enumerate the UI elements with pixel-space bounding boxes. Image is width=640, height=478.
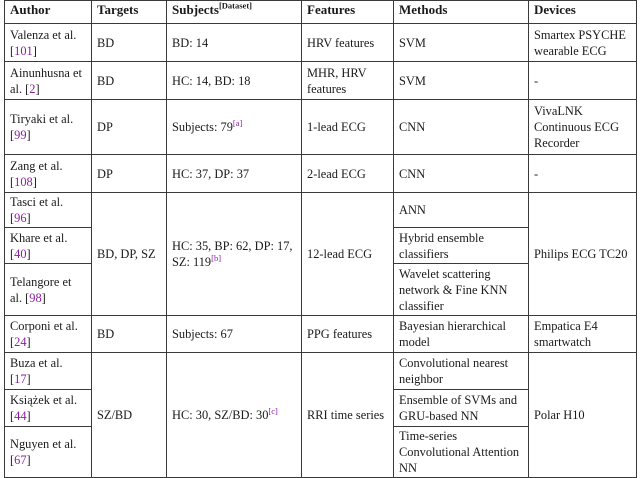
targets-cell: BD xyxy=(92,316,167,353)
author-name: Ainunhusna et al. xyxy=(10,65,82,96)
author-cell: Telangore et al. [98] xyxy=(5,264,92,316)
methods-cell: CNN xyxy=(394,155,529,193)
subjects-cell xyxy=(167,100,302,155)
subjects-cell xyxy=(167,193,302,316)
citation-link[interactable]: 108 xyxy=(14,174,33,189)
author-cell: Nguyen et al. [67] xyxy=(5,427,92,478)
citation-link[interactable]: 2 xyxy=(29,81,36,96)
table-row xyxy=(5,316,637,353)
methods-cell: Convolutional nearest neighbor xyxy=(394,353,529,390)
citation-link[interactable]: 96 xyxy=(14,211,27,225)
table-row xyxy=(5,24,637,62)
features-cell: 1-lead ECG xyxy=(302,100,394,155)
citation-link[interactable]: 17 xyxy=(14,372,27,386)
methods-cell: ANN xyxy=(394,193,529,228)
comparison-table xyxy=(4,0,637,478)
citation-link[interactable]: 44 xyxy=(14,409,27,423)
subjects-text: Subjects: 79 xyxy=(172,120,233,134)
citation-link[interactable]: 99 xyxy=(14,128,27,142)
subjects-cell xyxy=(167,353,302,478)
author-cell: Corponi et al. [24] xyxy=(5,316,92,353)
citation-link[interactable]: 24 xyxy=(14,335,27,349)
author-name: Khare et al. xyxy=(10,230,68,245)
features-cell: 12-lead ECG xyxy=(302,193,394,316)
header-row xyxy=(5,1,637,24)
targets-cell: DP xyxy=(92,155,167,193)
methods-cell: CNN xyxy=(394,100,529,155)
methods-cell: SVM xyxy=(394,24,529,62)
subjects-text: HC: 35, BP: 62, DP: 17, SZ: 119 xyxy=(172,239,293,269)
methods-cell: SVM xyxy=(394,62,529,100)
header-subjects-label: Subjects xyxy=(172,2,219,17)
devices-cell: - xyxy=(529,155,637,193)
dataset-footnote-link[interactable]: [a] xyxy=(232,117,243,128)
targets-cell: DP xyxy=(92,100,167,155)
author-name: Tasci et al. xyxy=(10,195,64,209)
author-cell: Tasci et al. [96] xyxy=(5,193,92,228)
features-cell: RRI time series xyxy=(302,353,394,478)
author-cell: Tiryaki et al. [99] xyxy=(5,100,92,155)
devices-cell: Polar H10 xyxy=(529,353,637,478)
citation-link[interactable]: 98 xyxy=(29,290,42,305)
devices-cell: - xyxy=(529,62,637,100)
methods-cell: Ensemble of SVMs and GRU-based NN xyxy=(394,390,529,427)
table-row xyxy=(5,193,637,228)
methods-cell: Hybrid ensemble classifiers xyxy=(394,228,529,264)
header-features: Features xyxy=(302,1,394,24)
header-devices: Devices xyxy=(529,1,637,24)
author-name: Corponi et al. xyxy=(10,319,78,333)
subjects-cell: HC: 37, DP: 37 xyxy=(167,155,302,193)
devices-cell: Philips ECG TC20 xyxy=(529,193,637,316)
targets-cell: BD xyxy=(92,62,167,100)
author-cell: Buza et al. [17] xyxy=(5,353,92,390)
author-cell: Khare et al. [40] xyxy=(5,228,92,264)
author-cell: Valenza et al. [101] xyxy=(5,24,92,62)
author-name: Zang et al. xyxy=(10,158,63,173)
methods-cell: Bayesian hierarchical model xyxy=(394,316,529,353)
header-subjects xyxy=(167,1,302,24)
subjects-cell: BD: 14 xyxy=(167,24,302,62)
features-cell: HRV features xyxy=(302,24,394,62)
devices-cell: Empatica E4 smartwatch xyxy=(529,316,637,353)
targets-cell: SZ/BD xyxy=(92,353,167,478)
methods-cell: Wavelet scattering network & Fine KNN classifier xyxy=(394,264,529,316)
features-cell: PPG features xyxy=(302,316,394,353)
author-name: Nguyen et al. xyxy=(10,437,77,451)
features-cell: 2-lead ECG xyxy=(302,155,394,193)
author-cell: Zang et al. [108] xyxy=(5,155,92,193)
header-subjects-sup: [Dataset] xyxy=(218,0,252,11)
author-name: Telangore et al. xyxy=(10,274,72,305)
author-name: Buza et al. xyxy=(10,356,63,370)
author-cell: Ainunhusna et al. [2] xyxy=(5,62,92,100)
table-row xyxy=(5,62,637,100)
targets-cell: BD, DP, SZ xyxy=(92,193,167,316)
citation-link[interactable]: 101 xyxy=(14,43,33,58)
author-name: Valenza et al. xyxy=(10,27,77,42)
author-cell: Książek et al. [44] xyxy=(5,390,92,427)
targets-cell: BD xyxy=(92,24,167,62)
header-targets: Targets xyxy=(92,1,167,24)
features-cell: MHR, HRV features xyxy=(302,62,394,100)
subjects-text: HC: 30, SZ/BD: 30 xyxy=(172,408,269,422)
methods-cell: Time-series Convolutional Attention NN xyxy=(394,427,529,478)
header-methods: Methods xyxy=(394,1,529,24)
subjects-cell: HC: 14, BD: 18 xyxy=(167,62,302,100)
table-row xyxy=(5,155,637,193)
table-row xyxy=(5,100,637,155)
author-name: Książek et al. xyxy=(10,393,78,407)
subjects-cell: Subjects: 67 xyxy=(167,316,302,353)
citation-link[interactable]: 40 xyxy=(14,246,27,261)
devices-cell: Smartex PSYCHE wearable ECG xyxy=(529,24,637,62)
author-name: Tiryaki et al. xyxy=(10,112,74,126)
header-author: Author xyxy=(5,1,92,24)
dataset-footnote-link[interactable]: [c] xyxy=(268,405,278,416)
citation-link[interactable]: 67 xyxy=(14,453,27,467)
devices-cell: VivaLNK Continuous ECG Recorder xyxy=(529,100,637,155)
table-row xyxy=(5,353,637,390)
dataset-footnote-link[interactable]: [b] xyxy=(211,252,222,263)
